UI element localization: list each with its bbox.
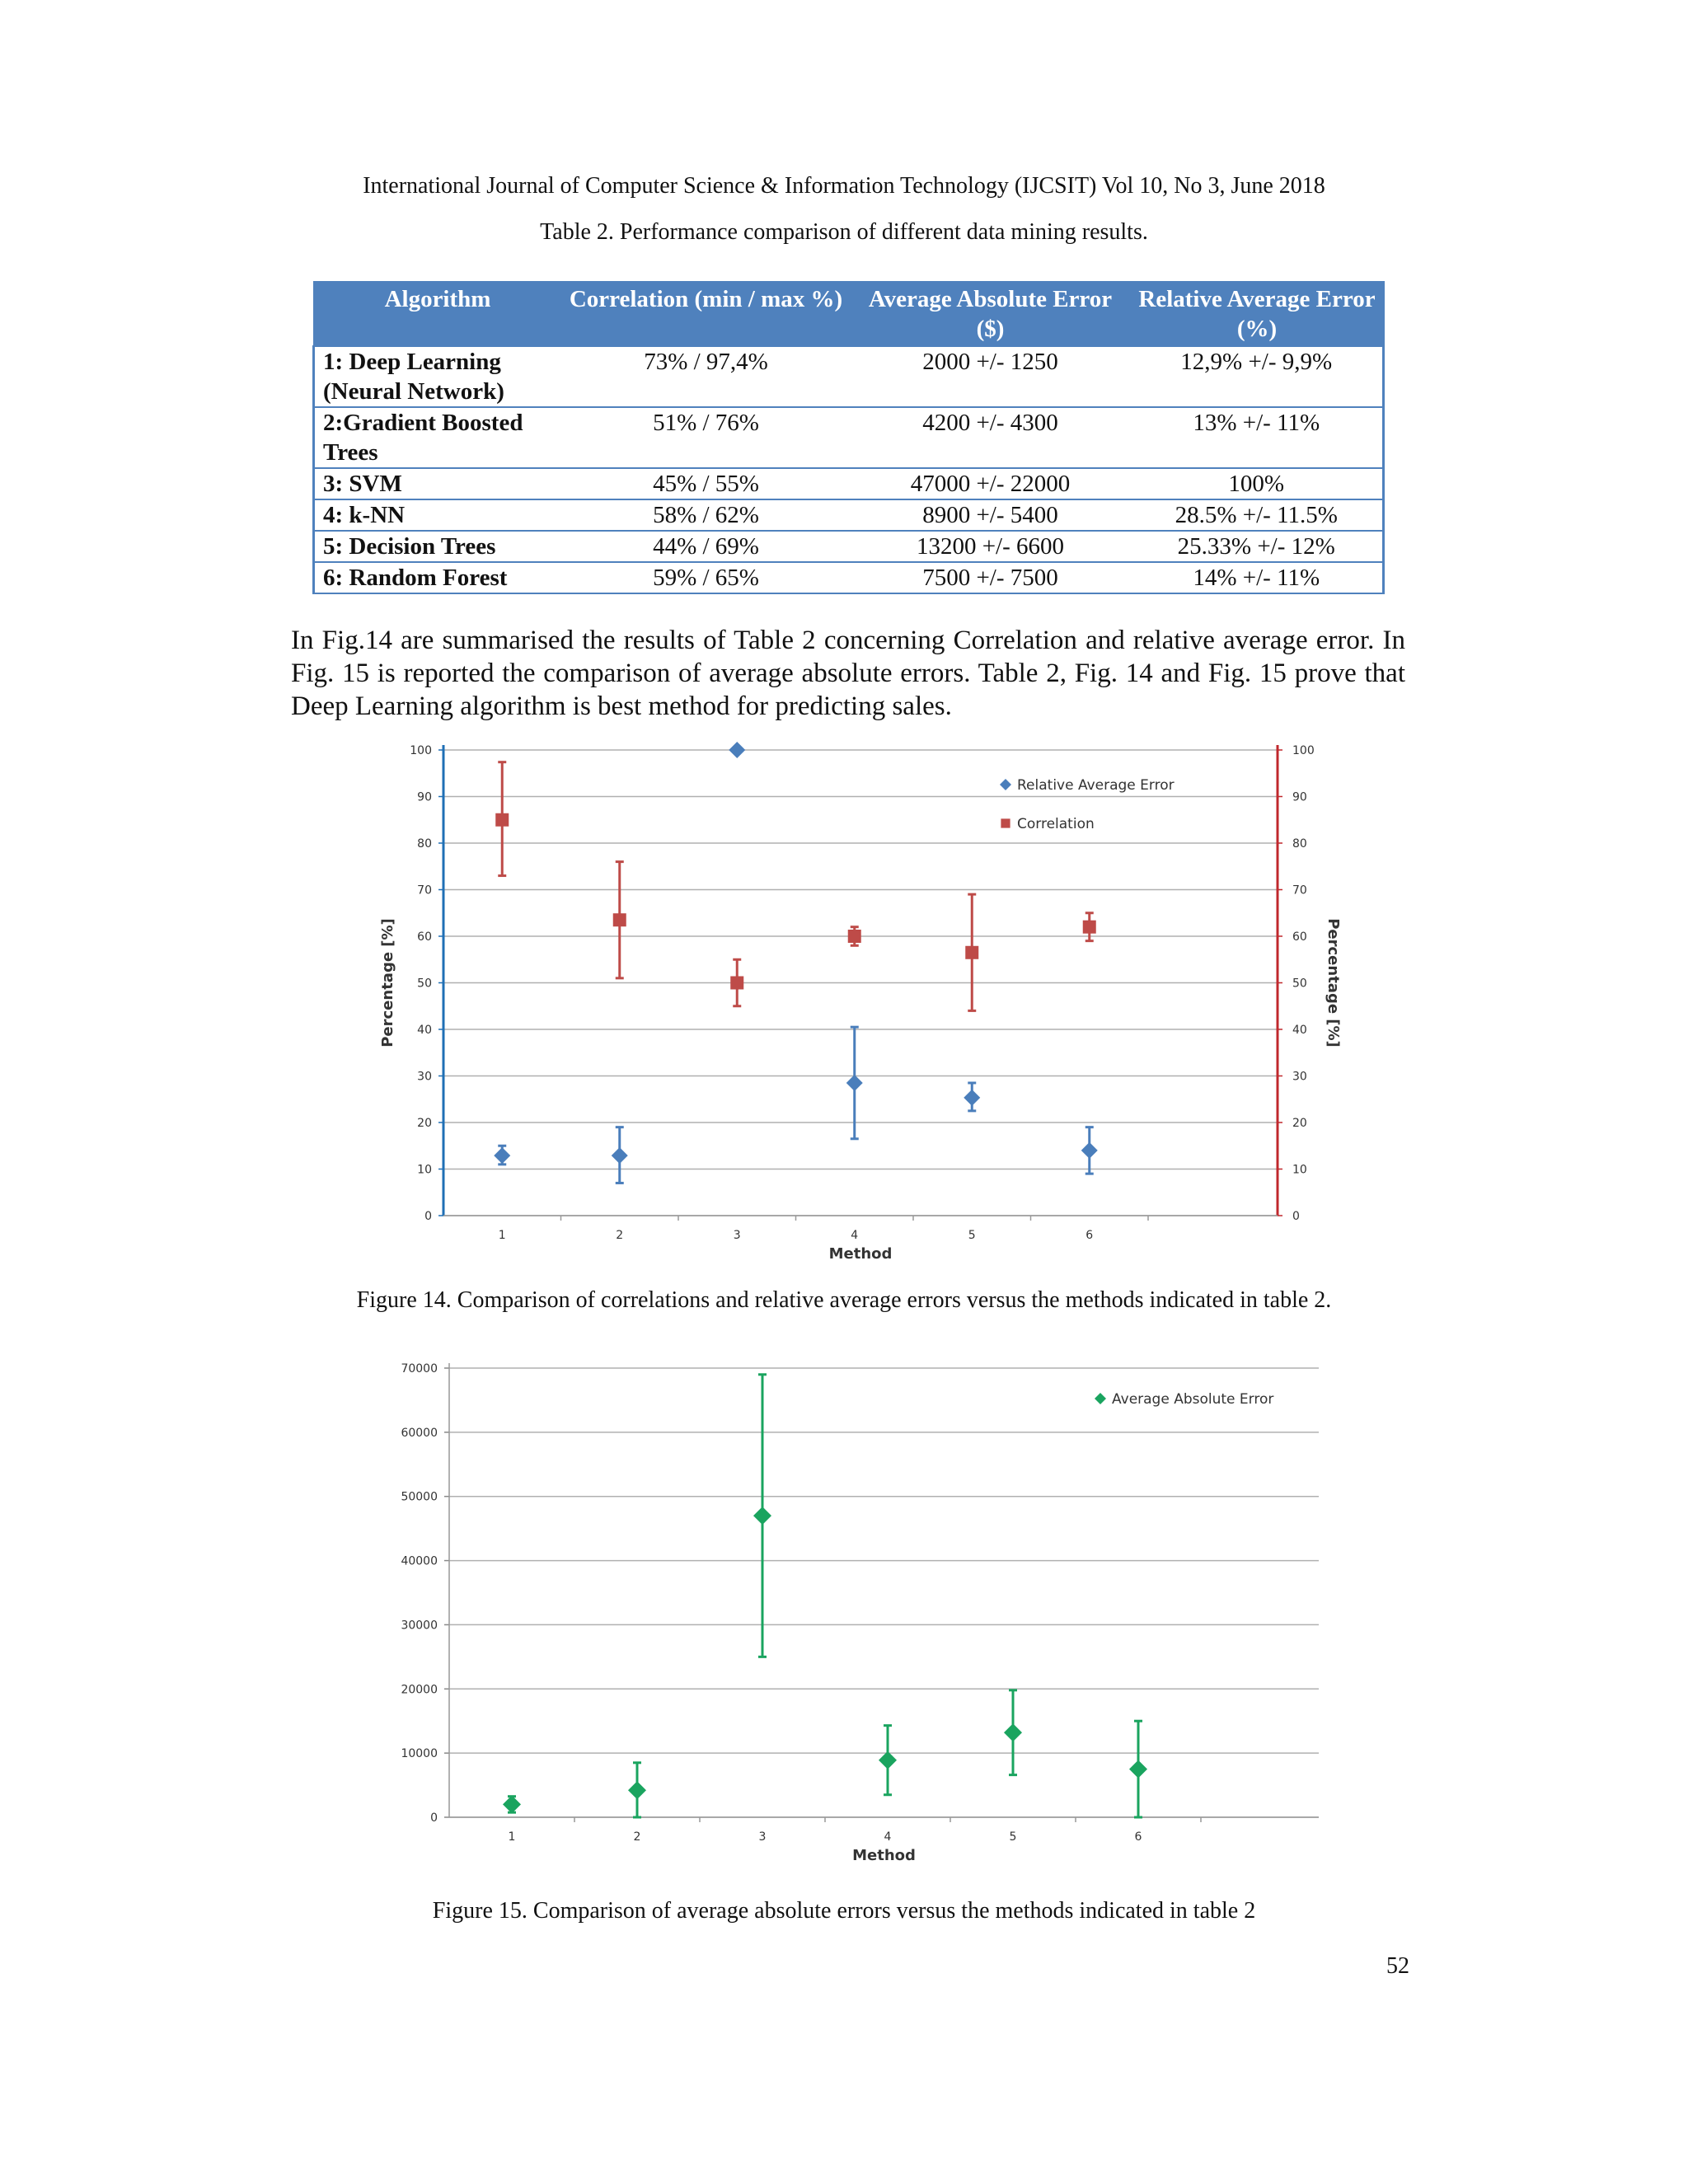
x-axis-title: Method [828,1245,893,1263]
y-right-tick-label: 80 [1292,837,1307,851]
table-row [314,468,1384,499]
y-right-tick-label: 60 [1292,930,1307,944]
table-cell: 2000 +/- 1250 [851,346,1131,407]
table-cell: 58% / 62% [562,499,851,531]
figure-14-caption: Figure 14. Comparison of correlations and relative average errors versus the methods indicated in table 2. [356,1287,1332,1313]
y-right-tick-label: 10 [1292,1163,1307,1177]
table-cell: 73% / 97,4% [562,346,851,407]
x-tick-label: 2 [616,1229,624,1242]
y-tick-label: 10 [417,1163,432,1177]
data-point [965,946,978,959]
x-tick-label: 1 [498,1229,506,1242]
y-tick-label: 50000 [401,1490,438,1504]
axes [379,744,1342,1263]
data-point [729,742,745,758]
table-caption: Table 2. Performance comparison of different data mining results. [540,219,1148,245]
y-tick-label: 40000 [401,1554,438,1568]
y-right-axis-title: Percentage [%] [1325,918,1342,1047]
y-tick-label: 0 [424,1210,432,1223]
table-row [314,407,1384,468]
table-cell: 14% +/- 11% [1131,562,1384,593]
axes [401,1362,1319,1864]
data-point [628,1781,646,1799]
data-point [494,1147,510,1164]
data-point [1129,1760,1147,1779]
table-cell: 25.33% +/- 12% [1131,531,1384,562]
x-tick-label: 5 [1009,1830,1017,1844]
table-header-cell: Algorithm [314,282,562,346]
table-cell: 45% / 55% [562,468,851,499]
data-point [612,1147,628,1164]
data-point [964,1090,980,1106]
y-tick-label: 30 [417,1070,432,1084]
table-cell: 1: Deep Learning (Neural Network) [314,346,562,407]
y-tick-label: 60000 [401,1426,438,1440]
table-cell: 2:Gradient Boosted Trees [314,407,562,468]
table-cell: 47000 +/- 22000 [851,468,1131,499]
table-cell: 4: k-NN [314,499,562,531]
table-cell: 28.5% +/- 11.5% [1131,499,1384,531]
data-point [846,1075,863,1091]
y-right-tick-label: 0 [1292,1210,1300,1223]
table-cell: 100% [1131,468,1384,499]
table-header-cell: Relative Average Error (%) [1131,282,1384,346]
body-paragraph: In Fig.14 are summarised the results of Table 2 concerning Correlation and relative average error. In Fig. 15 is reported the comparison of average absolute errors. Table 2, Fig. 14 and Fig. 15 prove that Deep Learning algorithm is best method for predicting sales. [291,626,1405,721]
table-cell: 12,9% +/- 9,9% [1131,346,1384,407]
performance-table [312,281,1385,594]
y-tick-label: 30000 [401,1619,438,1633]
y-right-tick-label: 40 [1292,1024,1307,1037]
x-axis-title: Method [852,1847,916,1864]
table-cell: 59% / 65% [562,562,851,593]
table-row [314,346,1384,407]
legend-marker [1001,818,1010,827]
table-cell: 13% +/- 11% [1131,407,1384,468]
x-tick-label: 3 [758,1830,767,1844]
table-row [314,499,1384,531]
chart-marks [494,742,1098,1183]
y-right-tick-label: 50 [1292,977,1307,991]
y-tick-label: 10000 [401,1747,438,1761]
table-header-row [314,282,1384,346]
page-number: 52 [1386,1953,1409,1979]
x-tick-label: 4 [884,1830,892,1844]
table-header-cell: Correlation (min / max %) [562,282,851,346]
y-tick-label: 40 [417,1024,432,1037]
table-cell: 8900 +/- 5400 [851,499,1131,531]
legend [1000,777,1175,832]
data-point [613,913,626,926]
x-tick-label: 4 [851,1229,859,1242]
y-tick-label: 60 [417,930,432,944]
y-right-tick-label: 70 [1292,883,1307,898]
data-point [730,977,743,990]
y-tick-label: 20 [417,1117,432,1130]
grid [443,750,1278,1216]
y-tick-label: 0 [430,1811,438,1825]
data-point [503,1795,521,1813]
y-right-tick-label: 100 [1292,744,1315,757]
legend [1095,1391,1273,1408]
figure-15-caption: Figure 15. Comparison of average absolute errors versus the methods indicated in table 2 [432,1898,1256,1924]
x-tick-label: 1 [508,1830,516,1844]
x-tick-label: 2 [633,1830,641,1844]
legend-marker [1000,779,1011,790]
data-point [879,1751,897,1769]
y-tick-label: 90 [417,790,432,804]
table-cell: 13200 +/- 6600 [851,531,1131,562]
legend-label: Relative Average Error [1017,777,1175,794]
data-point [1083,921,1096,934]
y-tick-label: 80 [417,837,432,851]
data-point [1081,1142,1098,1159]
table-cell: 7500 +/- 7500 [851,562,1131,593]
data-point [1004,1723,1022,1741]
x-tick-label: 6 [1134,1830,1142,1844]
legend-marker [1095,1393,1106,1404]
legend-label: Correlation [1017,816,1095,832]
journal-header: International Journal of Computer Science & Information Technology (IJCSIT) Vol 10, No 3, June 2018 [363,173,1325,199]
table-cell: 3: SVM [314,468,562,499]
table-cell: 5: Decision Trees [314,531,562,562]
table-row [314,531,1384,562]
y-right-tick-label: 20 [1292,1117,1307,1130]
table-header-cell: Average Absolute Error ($) [851,282,1131,346]
figure-15-chart [363,1335,1335,1863]
chart-marks [503,1375,1147,1817]
table-cell: 44% / 69% [562,531,851,562]
y-right-tick-label: 30 [1292,1070,1307,1084]
data-point [753,1507,771,1525]
table-cell: 6: Random Forest [314,562,562,593]
y-tick-label: 20000 [401,1683,438,1697]
y-tick-label: 70 [417,883,432,898]
x-tick-label: 3 [733,1229,741,1242]
data-point [495,813,509,827]
legend-label: Average Absolute Error [1112,1391,1274,1408]
y-tick-label: 70000 [401,1362,438,1376]
y-tick-label: 50 [417,977,432,991]
data-point [848,930,861,943]
table-cell: 4200 +/- 4300 [851,407,1131,468]
y-tick-label: 100 [410,744,432,757]
y-right-tick-label: 90 [1292,790,1307,804]
table-row [314,562,1384,593]
figure-14-chart [363,725,1342,1265]
x-tick-label: 5 [968,1229,976,1242]
y-axis-title: Percentage [%] [379,918,396,1047]
table-cell: 51% / 76% [562,407,851,468]
x-tick-label: 6 [1085,1229,1094,1242]
grid [449,1368,1319,1817]
